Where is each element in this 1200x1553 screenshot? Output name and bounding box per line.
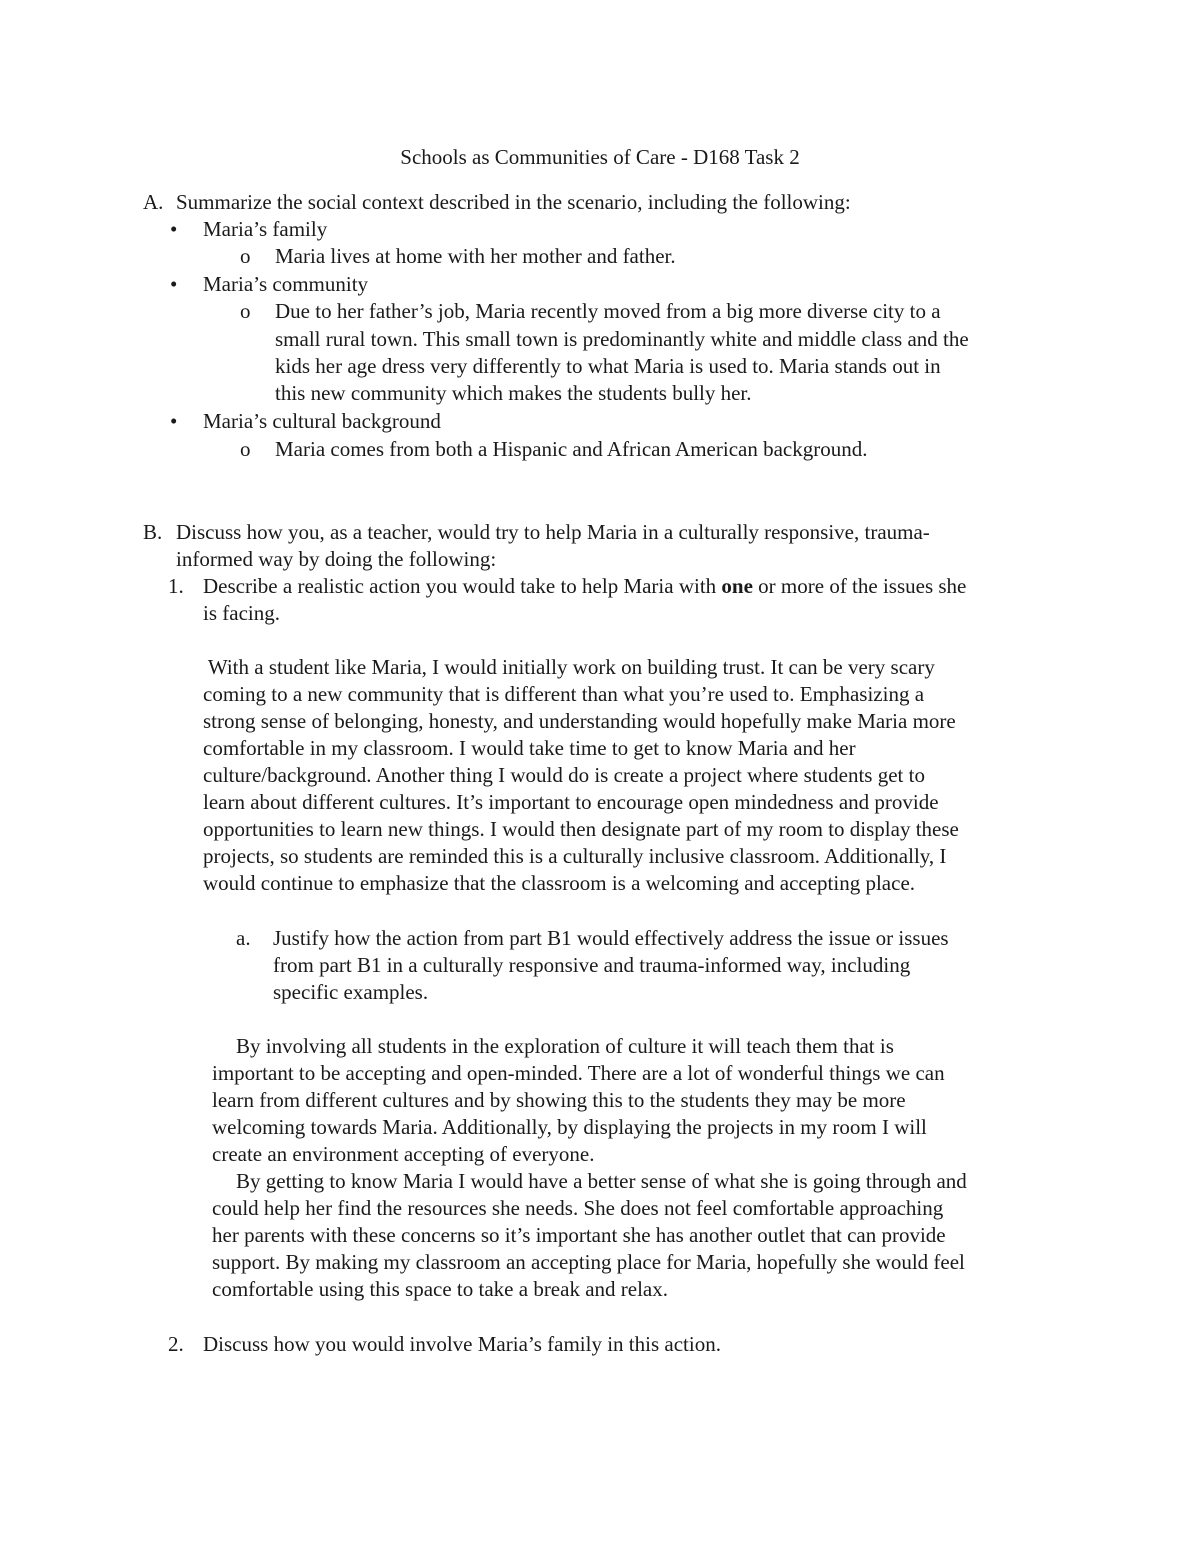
question-a-line: specific examples.	[273, 980, 429, 1004]
answer-a-line: By getting to know Maria I would have a better sense of what she is going through and	[236, 1169, 967, 1193]
answer-1-line: culture/background. Another thing I would do is create a project where students get to	[203, 763, 925, 787]
page-title: Schools as Communities of Care - D168 Task 2	[400, 145, 800, 169]
question-a-line: from part B1 in a culturally responsive and trauma-informed way, including	[273, 953, 911, 977]
question-a-marker: a.	[236, 926, 251, 950]
question-1-text: or more of the issues she	[752, 574, 967, 598]
answer-a-line: could help her find the resources she needs. She does not feel comfortable approaching	[212, 1196, 944, 1220]
question-1-marker: 1.	[168, 574, 184, 598]
question-1-line-2: is facing.	[203, 601, 280, 625]
question-1-line	[203, 573, 966, 599]
answer-1-line: projects, so students are reminded this is a culturally inclusive classroom. Additionally, I	[203, 844, 947, 868]
answer-1-line: With a student like Maria, I would initially work on building trust. It can be very scary	[203, 655, 935, 679]
section-a-marker: A.	[143, 190, 164, 214]
answer-a-line: comfortable using this space to take a break and relax.	[212, 1277, 668, 1301]
answer-a-line: welcoming towards Maria. Additionally, by displaying the projects in my room I will	[212, 1115, 927, 1139]
family-label: Maria’s family	[203, 217, 328, 241]
sub-marker: o	[240, 299, 251, 323]
question-2-marker: 2.	[168, 1332, 184, 1356]
bullet-marker: •	[170, 217, 178, 241]
community-detail-line: Due to her father’s job, Maria recently moved from a big more diverse city to a	[275, 299, 941, 323]
answer-1-line: opportunities to learn new things. I would then designate part of my room to display these	[203, 817, 959, 841]
answer-a-line: important to be accepting and open-minded. There are a lot of wonderful things we can	[212, 1061, 945, 1085]
answer-a-line: By involving all students in the exploration of culture it will teach them that is	[236, 1034, 894, 1058]
question-2-text: Discuss how you would involve Maria’s family in this action.	[203, 1332, 721, 1356]
sub-marker: o	[240, 244, 251, 268]
answer-1-line: learn about different cultures. It’s important to encourage open mindedness and provide	[203, 790, 939, 814]
answer-a-line: her parents with these concerns so it’s important she has another outlet that can provide	[212, 1223, 946, 1247]
cultural-background-label: Maria’s cultural background	[203, 409, 441, 433]
bullet-marker: •	[170, 272, 178, 296]
section-b-prompt-line: informed way by doing the following:	[176, 547, 497, 571]
question-1-text: Describe a realistic action you would take to help Maria with	[203, 574, 722, 598]
section-b-marker: B.	[143, 520, 163, 544]
answer-a-line: create an environment accepting of everyone.	[212, 1142, 595, 1166]
section-b-prompt-line: Discuss how you, as a teacher, would try to help Maria in a culturally responsive, trauma-	[176, 520, 930, 544]
bullet-marker: •	[170, 409, 178, 433]
section-a-prompt: Summarize the social context described in the scenario, including the following:	[176, 190, 851, 214]
community-detail-line: this new community which makes the students bully her.	[275, 381, 752, 405]
answer-1-line: coming to a new community that is different than what you’re used to. Emphasizing a	[203, 682, 925, 706]
answer-1-line: comfortable in my classroom. I would take time to get to know Maria and her	[203, 736, 856, 760]
answer-1-line: would continue to emphasize that the classroom is a welcoming and accepting place.	[203, 871, 916, 895]
question-a-line: Justify how the action from part B1 would effectively address the issue or issues	[273, 926, 949, 950]
family-detail-line: Maria lives at home with her mother and father.	[275, 244, 676, 268]
sub-marker: o	[240, 437, 251, 461]
community-label: Maria’s community	[203, 272, 369, 296]
community-detail-line: small rural town. This small town is predominantly white and middle class and the	[275, 327, 969, 351]
community-detail-line: kids her age dress very differently to what Maria is used to. Maria stands out in	[275, 354, 941, 378]
answer-a-line: support. By making my classroom an accepting place for Maria, hopefully she would feel	[212, 1250, 965, 1274]
cultural-background-detail-line: Maria comes from both a Hispanic and African American background.	[275, 437, 868, 461]
answer-a-line: learn from different cultures and by showing this to the students they may be more	[212, 1088, 906, 1112]
answer-1-line: strong sense of belonging, honesty, and understanding would hopefully make Maria more	[203, 709, 956, 733]
question-1-emphasis: one	[721, 574, 753, 598]
